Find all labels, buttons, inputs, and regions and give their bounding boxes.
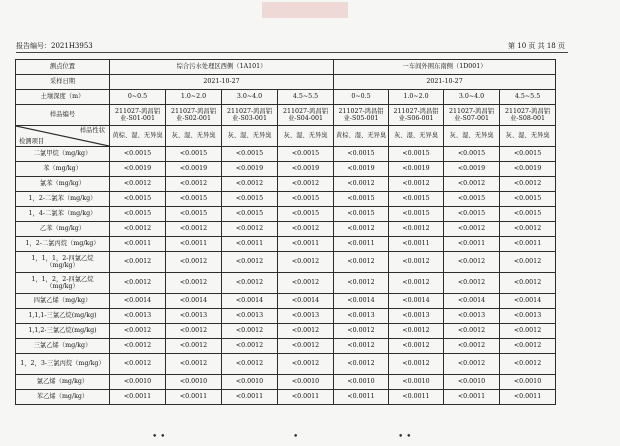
value-cell: <0.0011 — [444, 390, 500, 405]
value-cell: <0.0012 — [389, 252, 444, 273]
value-cell: <0.0015 — [444, 147, 500, 162]
value-cell: <0.0012 — [334, 177, 389, 192]
site-label: 测点位置 — [16, 60, 110, 75]
value-cell: <0.0012 — [166, 273, 222, 294]
item-name: 氯乙烯（mg/kg） — [16, 375, 110, 390]
item-name: 四氯乙烯（mg/kg） — [16, 294, 110, 309]
value-cell: <0.0012 — [278, 222, 334, 237]
value-cell: <0.0012 — [444, 177, 500, 192]
value-cell: <0.0012 — [444, 354, 500, 375]
trait-row — [16, 126, 556, 147]
value-cell: <0.0013 — [444, 309, 500, 324]
item-name: 氯苯（mg/kg） — [16, 177, 110, 192]
sample-no-label: 样品编号 — [16, 105, 110, 126]
value-cell: <0.0015 — [110, 192, 166, 207]
site-group-1: 综合污水处理区西侧（1A101） — [110, 60, 334, 75]
trait-cell: 灰、湿、无异臭 — [444, 126, 500, 147]
value-cell: <0.0012 — [166, 354, 222, 375]
scan-speck: • • — [152, 432, 166, 442]
table-row — [16, 177, 556, 192]
value-cell: <0.0012 — [334, 339, 389, 354]
date-row — [16, 75, 556, 90]
value-cell: <0.0019 — [278, 162, 334, 177]
value-cell: <0.0012 — [444, 324, 500, 339]
value-cell: <0.0011 — [222, 237, 278, 252]
table-row — [16, 309, 556, 324]
value-cell: <0.0015 — [278, 207, 334, 222]
value-cell: <0.0015 — [278, 192, 334, 207]
value-cell: <0.0011 — [334, 237, 389, 252]
trait-cell: 灰、湿、无异臭 — [500, 126, 556, 147]
value-cell: <0.0012 — [278, 252, 334, 273]
trait-item-header — [16, 126, 110, 147]
value-cell: <0.0012 — [110, 324, 166, 339]
item-label: 检测项目 — [19, 137, 45, 145]
value-cell: <0.0012 — [500, 252, 556, 273]
value-cell: <0.0012 — [222, 339, 278, 354]
value-cell: <0.0011 — [110, 390, 166, 405]
value-cell: <0.0014 — [222, 294, 278, 309]
value-cell: <0.0015 — [334, 147, 389, 162]
value-cell: <0.0010 — [222, 375, 278, 390]
item-name: 1，4-二氯苯（mg/kg） — [16, 207, 110, 222]
table-row — [16, 273, 556, 294]
scan-speck: • • — [398, 432, 412, 442]
value-cell: <0.0015 — [166, 207, 222, 222]
value-cell: <0.0010 — [444, 375, 500, 390]
value-cell: <0.0012 — [222, 252, 278, 273]
scan-speck: • — [293, 432, 299, 442]
trait-cell: 灰、湿、无异臭 — [389, 126, 444, 147]
red-stamp-mark — [262, 2, 348, 18]
value-cell: <0.0011 — [334, 390, 389, 405]
value-cell: <0.0015 — [334, 192, 389, 207]
value-cell: <0.0014 — [278, 294, 334, 309]
date-label: 采样日期 — [16, 75, 110, 90]
value-cell: <0.0012 — [389, 354, 444, 375]
table-row — [16, 162, 556, 177]
sample-id-cell: 211027-鸿昌铝业-S07-001 — [444, 105, 500, 126]
value-cell: <0.0019 — [166, 162, 222, 177]
table-row — [16, 252, 556, 273]
value-cell: <0.0012 — [110, 252, 166, 273]
item-name: 1，1，1，2-四氯乙烷（mg/kg） — [16, 252, 110, 273]
value-cell: <0.0015 — [389, 147, 444, 162]
depth-cell: 1.0~2.0 — [389, 90, 444, 105]
value-cell: <0.0012 — [334, 273, 389, 294]
value-cell: <0.0012 — [334, 252, 389, 273]
value-cell: <0.0013 — [110, 309, 166, 324]
value-cell: <0.0013 — [222, 309, 278, 324]
item-name: 三氯乙烯（mg/kg） — [16, 339, 110, 354]
value-cell: <0.0011 — [166, 390, 222, 405]
sample-id-cell: 211027-鸿昌铝业-S05-001 — [334, 105, 389, 126]
value-cell: <0.0012 — [278, 339, 334, 354]
item-name: 1，2，3-三氯丙烷（mg/kg） — [16, 354, 110, 375]
value-cell: <0.0012 — [500, 354, 556, 375]
value-cell: <0.0012 — [222, 324, 278, 339]
value-cell: <0.0012 — [110, 222, 166, 237]
value-cell: <0.0012 — [278, 273, 334, 294]
value-cell: <0.0012 — [222, 222, 278, 237]
value-cell: <0.0011 — [389, 237, 444, 252]
value-cell: <0.0010 — [278, 375, 334, 390]
date-group-1: 2021-10-27 — [110, 75, 334, 90]
value-cell: <0.0015 — [222, 147, 278, 162]
site-group-2: 一车间外围东南侧（1D001） — [334, 60, 556, 75]
depth-cell: 1.0~2.0 — [166, 90, 222, 105]
value-cell: <0.0012 — [110, 354, 166, 375]
value-cell: <0.0012 — [389, 222, 444, 237]
value-cell: <0.0015 — [166, 192, 222, 207]
page-info: 第 10 页 共 18 页 — [508, 42, 565, 50]
value-cell: <0.0015 — [110, 207, 166, 222]
sample-id-cell: 211027-鸿昌铝业-S04-001 — [278, 105, 334, 126]
value-cell: <0.0012 — [389, 273, 444, 294]
item-name: 1，2-二氯丙烷（mg/kg） — [16, 237, 110, 252]
value-cell: <0.0012 — [222, 354, 278, 375]
value-cell: <0.0011 — [222, 390, 278, 405]
value-cell: <0.0011 — [278, 390, 334, 405]
value-cell: <0.0011 — [389, 390, 444, 405]
table-row — [16, 237, 556, 252]
depth-cell: 0~0.5 — [110, 90, 166, 105]
item-name: 苯乙烯（mg/kg） — [16, 390, 110, 405]
sample-id-cell: 211027-鸿昌铝业-S06-001 — [389, 105, 444, 126]
value-cell: <0.0015 — [444, 192, 500, 207]
value-cell: <0.0015 — [334, 207, 389, 222]
value-cell: <0.0014 — [389, 294, 444, 309]
table-row — [16, 390, 556, 405]
item-name: 1,1,1-三氯乙烷(mg/kg) — [16, 309, 110, 324]
value-cell: <0.0011 — [500, 390, 556, 405]
item-name: 乙苯（mg/kg） — [16, 222, 110, 237]
value-cell: <0.0010 — [166, 375, 222, 390]
value-cell: <0.0015 — [110, 147, 166, 162]
value-cell: <0.0015 — [166, 147, 222, 162]
table-row — [16, 222, 556, 237]
value-cell: <0.0012 — [166, 177, 222, 192]
value-cell: <0.0012 — [389, 324, 444, 339]
table-row — [16, 339, 556, 354]
depth-cell: 3.0~4.0 — [222, 90, 278, 105]
value-cell: <0.0012 — [334, 324, 389, 339]
sample-id-cell: 211027-鸿昌铝业-S08-001 — [500, 105, 556, 126]
depth-row — [16, 90, 556, 105]
header-divider — [16, 52, 568, 53]
value-cell: <0.0013 — [166, 309, 222, 324]
depth-cell: 0~0.5 — [334, 90, 389, 105]
value-cell: <0.0011 — [278, 237, 334, 252]
table-row — [16, 147, 556, 162]
value-cell: <0.0013 — [278, 309, 334, 324]
sample-id-cell: 211027-鸿昌铝业-S02-001 — [166, 105, 222, 126]
value-cell: <0.0012 — [166, 339, 222, 354]
value-cell: <0.0012 — [444, 252, 500, 273]
depth-label: 土壤深度（m） — [16, 90, 110, 105]
value-cell: <0.0012 — [334, 354, 389, 375]
value-cell: <0.0019 — [389, 162, 444, 177]
value-cell: <0.0012 — [500, 222, 556, 237]
sample-id-row — [16, 105, 556, 126]
depth-cell: 4.5~5.5 — [500, 90, 556, 105]
value-cell: <0.0012 — [500, 177, 556, 192]
table-row — [16, 294, 556, 309]
value-cell: <0.0012 — [110, 273, 166, 294]
table-row — [16, 324, 556, 339]
soil-test-table — [15, 59, 556, 405]
value-cell: <0.0015 — [389, 207, 444, 222]
value-cell: <0.0012 — [222, 273, 278, 294]
value-cell: <0.0019 — [334, 162, 389, 177]
value-cell: <0.0012 — [278, 354, 334, 375]
table-row — [16, 192, 556, 207]
value-cell: <0.0010 — [389, 375, 444, 390]
value-cell: <0.0010 — [500, 375, 556, 390]
value-cell: <0.0012 — [444, 273, 500, 294]
trait-cell: 灰、湿、无异臭 — [278, 126, 334, 147]
sample-id-cell: 211027-鸿昌铝业-S01-001 — [110, 105, 166, 126]
item-name: 1，1，2，2-四氯乙烷（mg/kg） — [16, 273, 110, 294]
trait-cell: 灰、湿、无异臭 — [166, 126, 222, 147]
table-row — [16, 375, 556, 390]
trait-cell: 黄棕、湿、无异臭 — [110, 126, 166, 147]
value-cell: <0.0014 — [166, 294, 222, 309]
report-number: 报告编号：2021H3953 — [16, 42, 93, 50]
value-cell: <0.0014 — [334, 294, 389, 309]
value-cell: <0.0015 — [222, 192, 278, 207]
value-cell: <0.0011 — [444, 237, 500, 252]
value-cell: <0.0012 — [444, 222, 500, 237]
value-cell: <0.0012 — [389, 177, 444, 192]
value-cell: <0.0019 — [110, 162, 166, 177]
site-row — [16, 60, 556, 75]
value-cell: <0.0011 — [110, 237, 166, 252]
trait-cell: 黄棕、湿、无异臭 — [334, 126, 389, 147]
item-name: 1，2-二氯苯（mg/kg） — [16, 192, 110, 207]
item-name: 1,1,2-三氯乙烷(mg/kg) — [16, 324, 110, 339]
value-cell: <0.0012 — [166, 252, 222, 273]
trait-cell: 灰、湿、无异臭 — [222, 126, 278, 147]
value-cell: <0.0011 — [500, 237, 556, 252]
value-cell: <0.0019 — [444, 162, 500, 177]
item-name: 苯（mg/kg） — [16, 162, 110, 177]
value-cell: <0.0012 — [500, 339, 556, 354]
value-cell: <0.0019 — [500, 162, 556, 177]
value-cell: <0.0010 — [110, 375, 166, 390]
value-cell: <0.0011 — [166, 237, 222, 252]
value-cell: <0.0014 — [444, 294, 500, 309]
value-cell: <0.0012 — [278, 177, 334, 192]
value-cell: <0.0015 — [500, 207, 556, 222]
value-cell: <0.0015 — [444, 207, 500, 222]
sample-id-cell: 211027-鸿昌铝业-S03-001 — [222, 105, 278, 126]
value-cell: <0.0015 — [500, 192, 556, 207]
value-cell: <0.0013 — [334, 309, 389, 324]
value-cell: <0.0012 — [278, 324, 334, 339]
value-cell: <0.0012 — [444, 339, 500, 354]
depth-cell: 3.0~4.0 — [444, 90, 500, 105]
item-name: 二氯甲烷（mg/kg） — [16, 147, 110, 162]
value-cell: <0.0015 — [278, 147, 334, 162]
value-cell: <0.0012 — [500, 324, 556, 339]
date-group-2: 2021-10-27 — [334, 75, 556, 90]
value-cell: <0.0012 — [500, 273, 556, 294]
value-cell: <0.0012 — [389, 339, 444, 354]
value-cell: <0.0012 — [166, 222, 222, 237]
value-cell: <0.0015 — [500, 147, 556, 162]
value-cell: <0.0013 — [500, 309, 556, 324]
value-cell: <0.0012 — [334, 222, 389, 237]
value-cell: <0.0019 — [222, 162, 278, 177]
table-row — [16, 207, 556, 222]
value-cell: <0.0012 — [110, 339, 166, 354]
trait-label: 样品性状 — [79, 127, 105, 134]
table-row — [16, 354, 556, 375]
value-cell: <0.0012 — [166, 324, 222, 339]
value-cell: <0.0015 — [389, 192, 444, 207]
value-cell: <0.0010 — [334, 375, 389, 390]
value-cell: <0.0012 — [110, 177, 166, 192]
depth-cell: 4.5~5.5 — [278, 90, 334, 105]
value-cell: <0.0014 — [500, 294, 556, 309]
value-cell: <0.0013 — [389, 309, 444, 324]
value-cell: <0.0014 — [110, 294, 166, 309]
value-cell: <0.0015 — [222, 207, 278, 222]
value-cell: <0.0012 — [222, 177, 278, 192]
